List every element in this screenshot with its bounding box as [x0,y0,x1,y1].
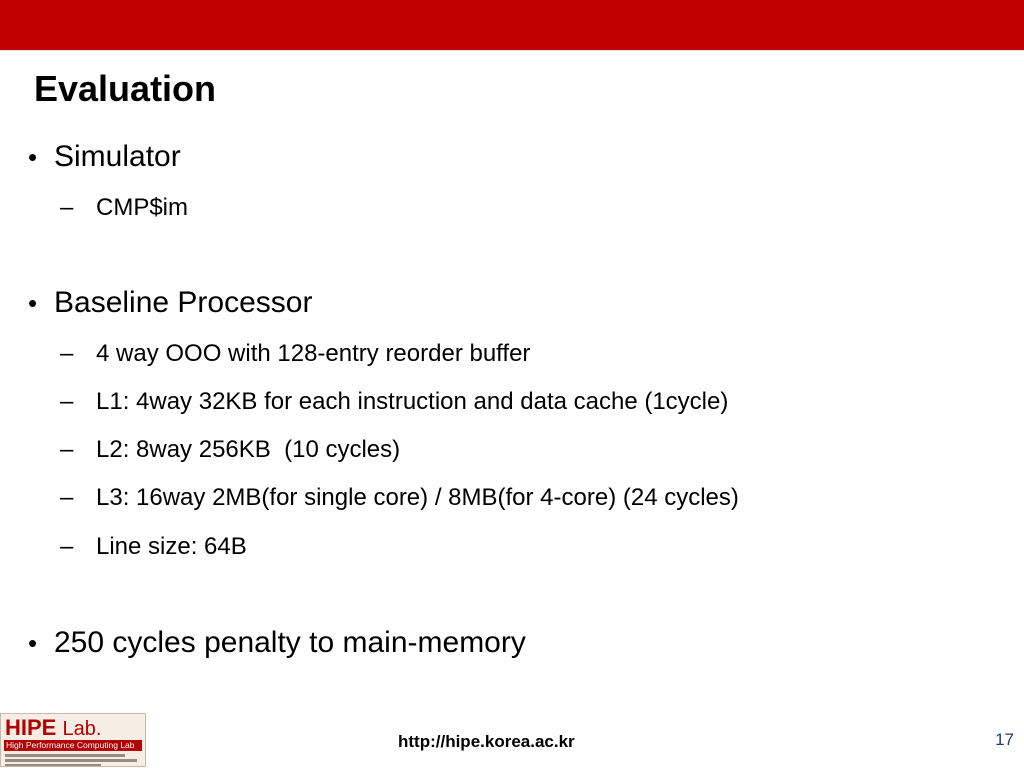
sub-bullet-item [60,193,188,223]
logo-fine-print [5,764,101,767]
sub-bullet-text: Line size: 64B [96,533,247,560]
bullet-marker: • [28,628,38,658]
bullet-item [28,139,181,175]
logo-tagline: High Performance Computing Lab [4,740,142,751]
sub-bullet-text: CMP$im [96,194,189,221]
sub-bullet-marker: – [60,436,74,463]
sub-bullet-item [60,435,400,465]
sub-bullet-item [60,532,247,562]
bullet-text: 250 cycles penalty to main-memory [54,626,526,659]
sub-bullet-item [60,387,728,417]
footer-url[interactable]: http://hipe.korea.ac.kr [398,732,575,751]
sub-bullet-item [60,483,739,513]
bullet-text: Baseline Processor [54,286,313,319]
bullet-item [28,285,312,321]
sub-bullet-text: L2: 8way 256KB (10 cycles) [96,436,401,463]
sub-bullet-marker: – [60,533,74,560]
logo-suffix: Lab. [62,718,102,740]
logo-fine-print [5,759,137,762]
logo-wordmark [5,717,101,739]
logo-name: HIPE [5,715,57,740]
sub-bullet-marker: – [60,484,74,511]
bullet-marker: • [28,288,38,318]
page-number: 17 [995,730,1014,749]
header-band [0,0,1024,51]
sub-bullet-marker: – [60,340,74,367]
bullet-text: Simulator [54,140,181,173]
sub-bullet-text: L1: 4way 32KB for each instruction and data cache (1cycle) [96,388,729,415]
sub-bullet-text: 4 way OOO with 128-entry reorder buffer [96,340,531,367]
sub-bullet-marker: – [60,388,74,415]
logo-fine-print [5,754,125,757]
bullet-marker: • [28,142,38,172]
sub-bullet-marker: – [60,194,74,221]
bullet-item [28,625,526,661]
sub-bullet-text: L3: 16way 2MB(for single core) / 8MB(for 4-core) (24 cycles) [96,484,739,511]
slide-title: Evaluation [34,68,217,109]
sub-bullet-item [60,339,530,369]
hipe-lab-logo [0,713,146,767]
